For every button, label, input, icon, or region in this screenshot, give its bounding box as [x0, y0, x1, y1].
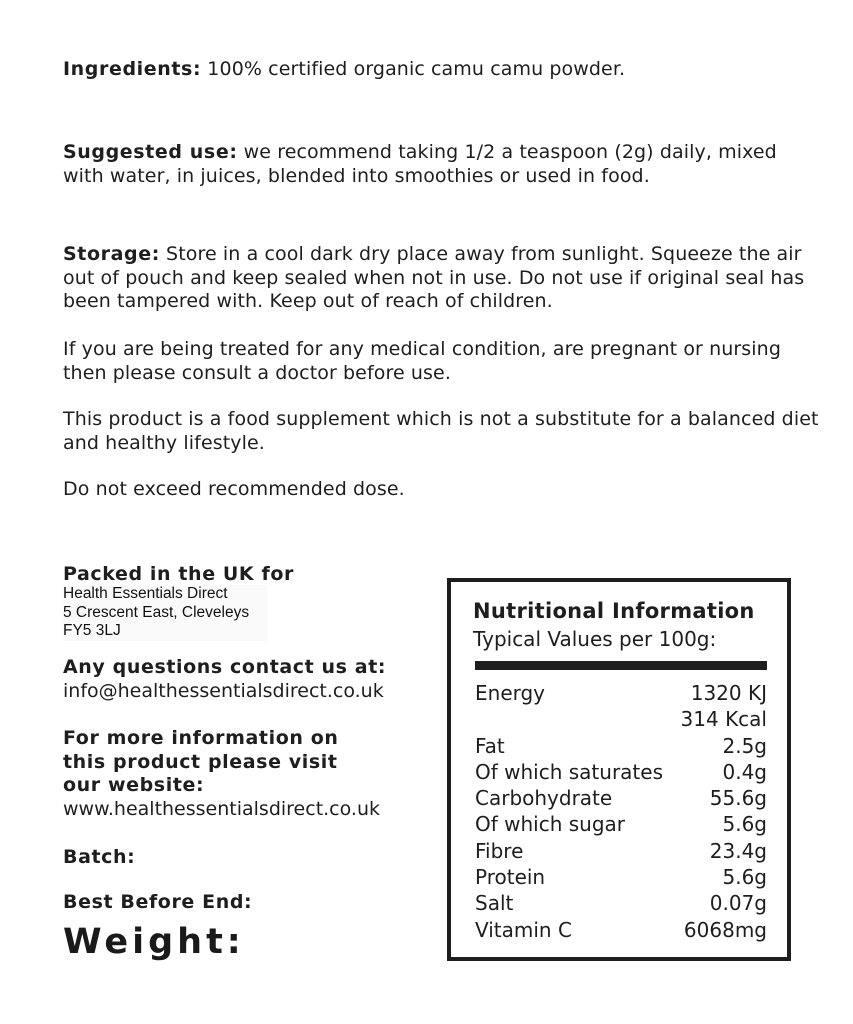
nutrition-row	[475, 838, 767, 864]
address-line: FY5 3LJ	[63, 622, 121, 639]
nutrition-title: Nutritional Information	[473, 599, 755, 623]
storage-text: Store in a cool dark dry place away from sunlight. Squeeze the air out of pouch and keep sealed when not in use. Do not use if original seal has been tampered with. Keep out of reach of children.	[63, 243, 805, 312]
nutrient-value: 23.4g	[709, 838, 767, 863]
nutrient-value: 5.6g	[722, 812, 767, 837]
nutrition-row	[475, 759, 767, 785]
supplement-notice: This product is a food supplement which is not a substitute for a balanced diet and healthy lifestyle.	[63, 408, 819, 454]
nutrient-name: Energy	[475, 681, 546, 705]
nutrient-name: Carbohydrate	[475, 786, 613, 811]
more-info-block	[63, 727, 381, 821]
nutrition-panel	[447, 578, 791, 961]
batch-label: Batch:	[63, 846, 136, 868]
suggested-use-text: we recommend taking 1/2 a teaspoon (2g) daily, mixed with water, in juices, blended into smoothies or used in food.	[63, 141, 777, 187]
packed-title: Packed in the UK for	[63, 563, 294, 585]
nutrient-name: Of which sugar	[475, 812, 626, 837]
nutrition-rows	[475, 680, 767, 943]
medical-notice: If you are being treated for any medical condition, are pregnant or nursing then please consult a doctor before use.	[63, 338, 781, 384]
nutrient-name: Fibre	[475, 838, 524, 863]
contact-block	[63, 656, 386, 703]
storage-paragraph	[63, 243, 823, 314]
nutrient-name: Fat	[475, 733, 505, 758]
suggested-use-label: Suggested use:	[63, 141, 238, 163]
contact-email: info@healthessentialsdirect.co.uk	[63, 679, 384, 702]
ingredients-label: Ingredients:	[63, 58, 202, 80]
dose-notice: Do not exceed recommended dose.	[63, 478, 405, 500]
address-line: 5 Crescent East, Cleveleys	[63, 603, 250, 621]
nutrition-row	[475, 680, 767, 706]
nutrition-row	[475, 811, 767, 837]
nutrient-value: 2.5g	[722, 733, 767, 758]
nutrient-value: 55.6g	[709, 786, 767, 811]
storage-label: Storage:	[63, 243, 160, 265]
nutrition-row	[475, 864, 767, 890]
suggested-use-paragraph	[63, 141, 823, 188]
more-info-title: For more information on this product please visit our website:	[63, 727, 339, 796]
nutrition-row	[475, 733, 767, 759]
nutrient-name: Protein	[475, 865, 546, 890]
nutrient-value: 314 Kcal	[680, 707, 767, 732]
nutrient-name: Of which saturates	[475, 759, 663, 784]
nutrition-subtitle: Typical Values per 100g:	[473, 627, 717, 651]
nutrition-row	[475, 785, 767, 811]
nutrient-name: Vitamin C	[475, 917, 572, 942]
nutrient-value: 5.6g	[722, 865, 767, 890]
ingredients-text: 100% certified organic camu camu powder.	[201, 58, 626, 80]
address-line: Health Essentials Direct	[63, 585, 228, 602]
nutrient-value: 0.07g	[709, 891, 767, 916]
nutrition-divider	[475, 661, 767, 670]
nutrient-name: Salt	[475, 891, 514, 916]
nutrition-row	[475, 890, 767, 916]
packer-address	[63, 585, 267, 641]
website-url: www.healthessentialsdirect.co.uk	[63, 797, 381, 820]
nutrition-row	[475, 917, 767, 943]
nutrient-value: 1320 KJ	[690, 681, 767, 705]
nutrient-value: 0.4g	[722, 759, 767, 784]
nutrition-row	[475, 706, 767, 732]
nutrient-value: 6068mg	[683, 917, 767, 942]
weight-label: Weight:	[63, 922, 245, 962]
contact-title: Any questions contact us at:	[63, 656, 387, 678]
best-before-label: Best Before End:	[63, 891, 253, 913]
ingredients-paragraph	[63, 58, 823, 82]
